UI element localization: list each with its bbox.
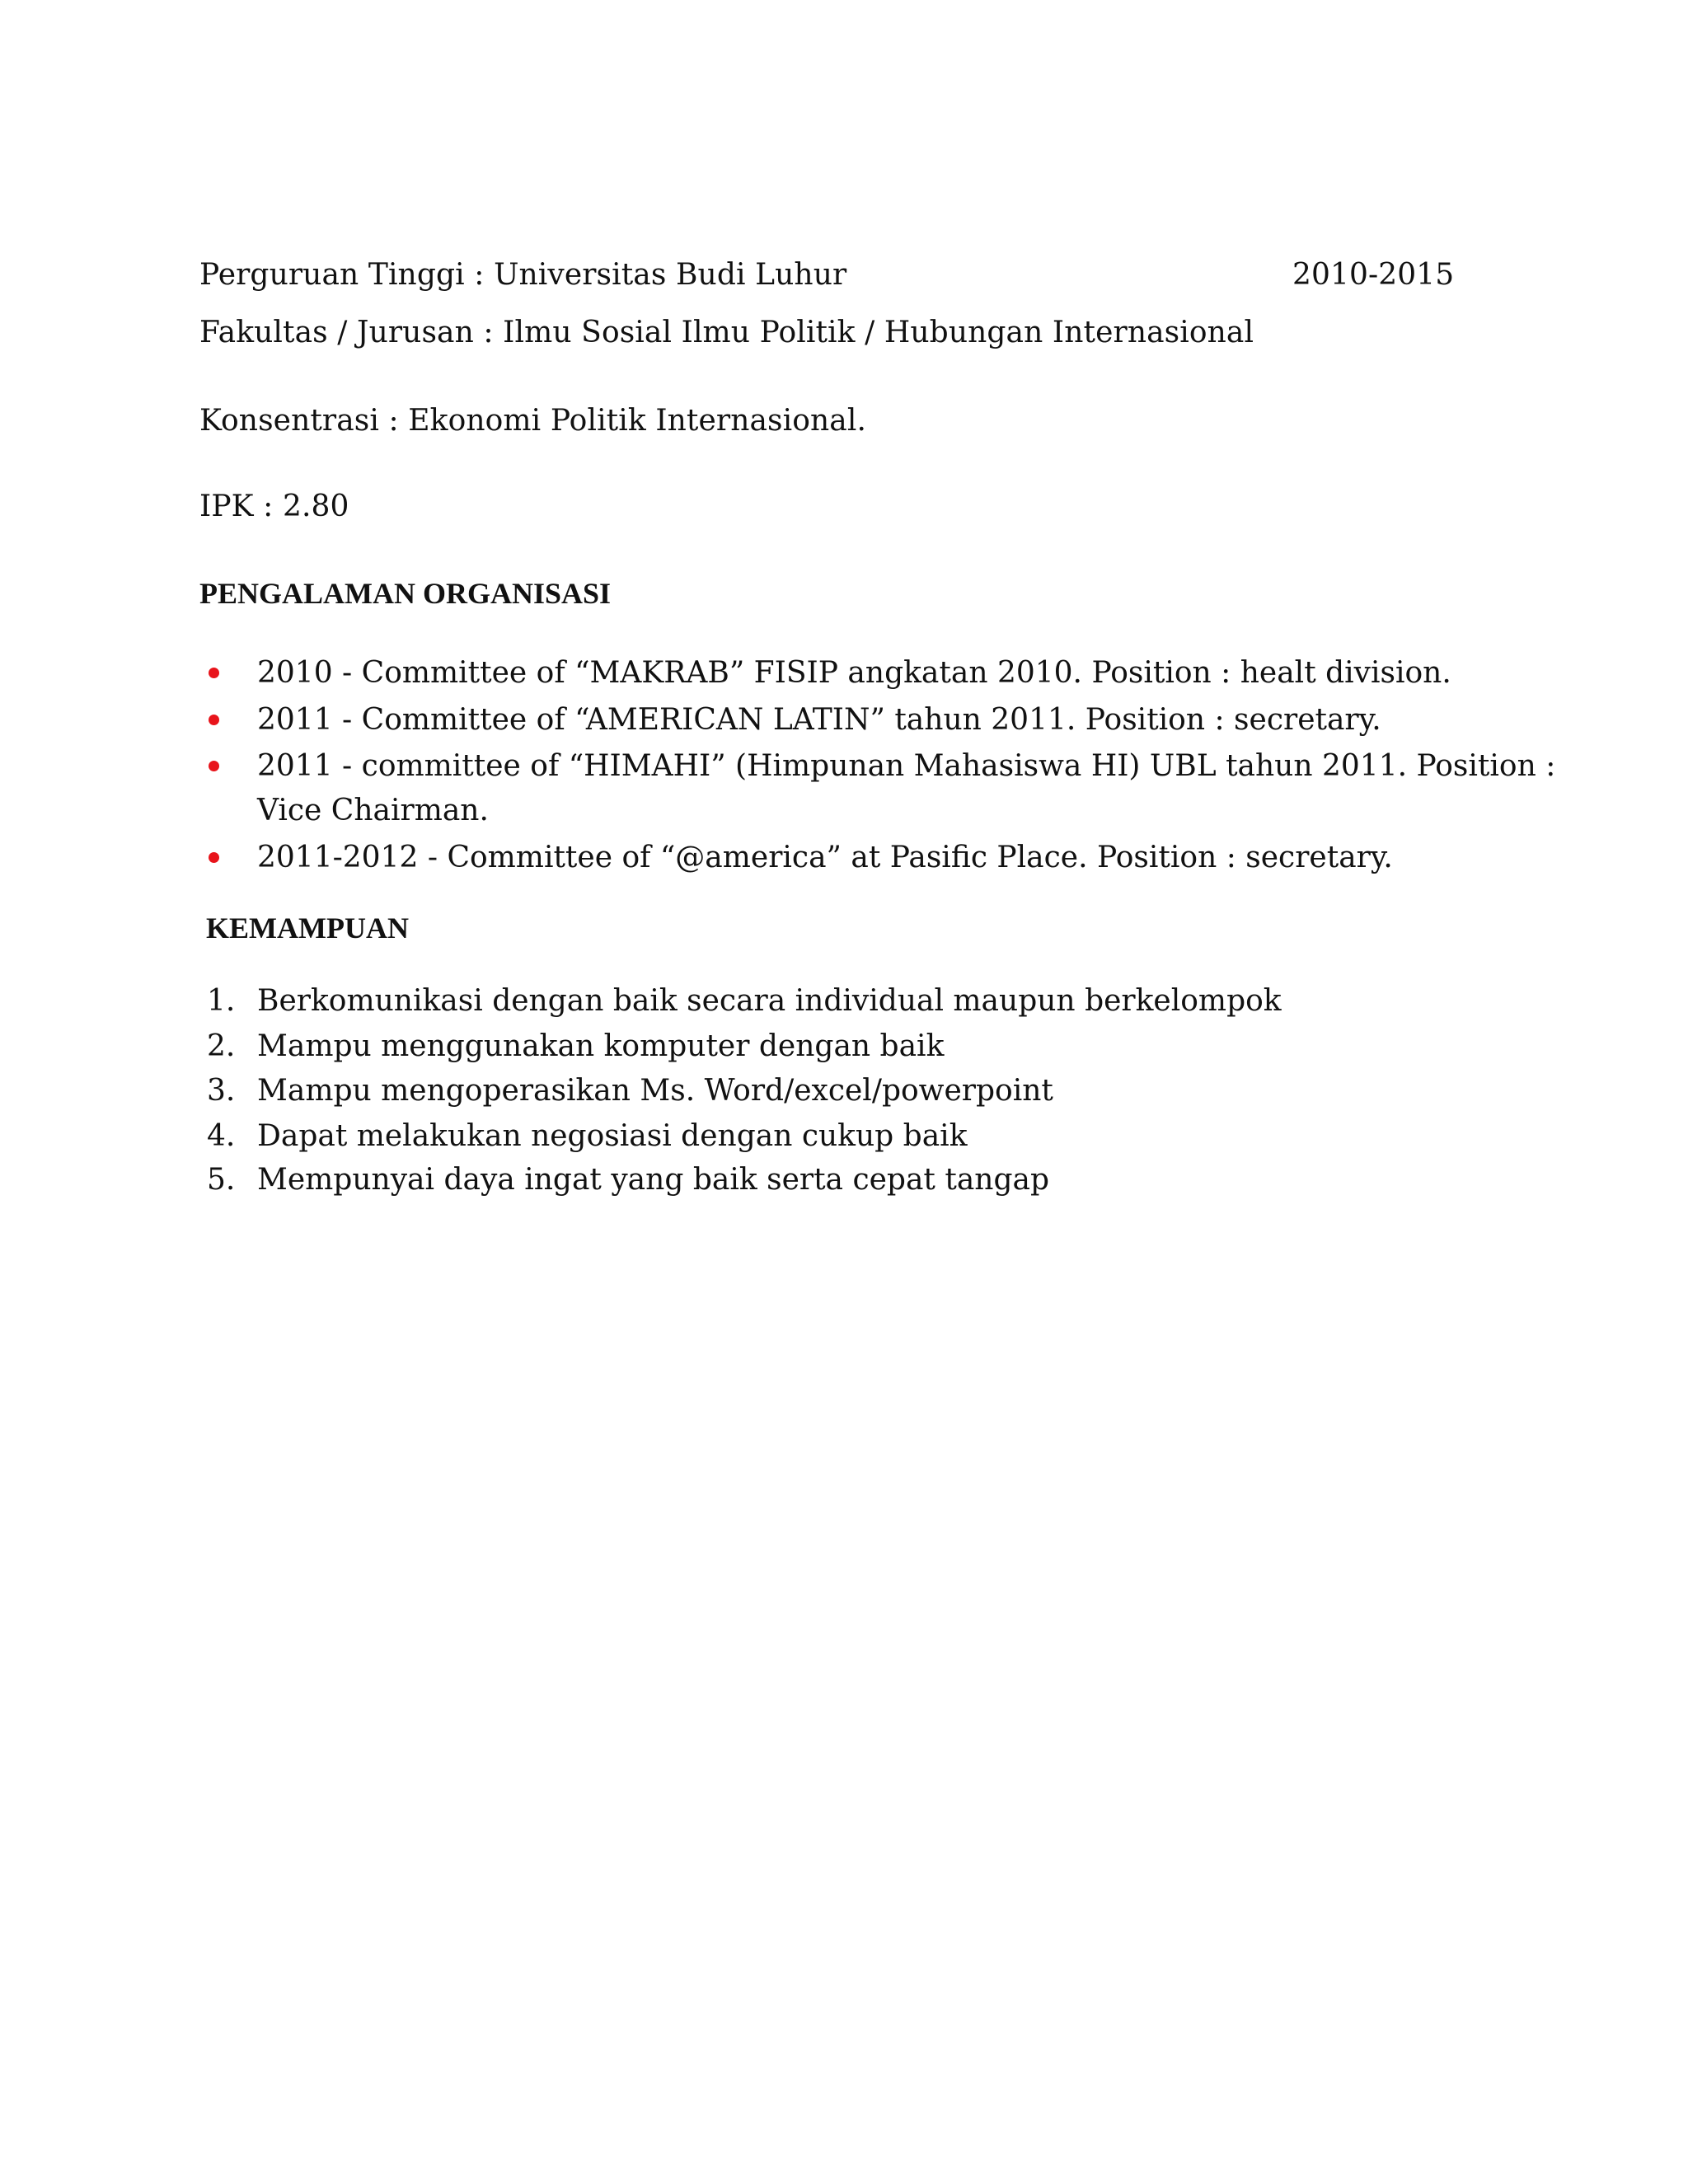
list-item-number: 2. bbox=[207, 1029, 236, 1063]
gpa-line: IPK : 2.80 bbox=[199, 490, 349, 523]
list-item-text: Dapat melakukan negosiasi dengan cukup baik bbox=[257, 1119, 968, 1153]
bullet-icon bbox=[209, 852, 219, 863]
bullet-icon bbox=[209, 715, 219, 725]
organization-heading: PENGALAMAN ORGANISASI bbox=[199, 577, 612, 610]
bullet-icon bbox=[209, 668, 219, 678]
list-item-number: 4. bbox=[207, 1119, 236, 1153]
list-item-text: Mampu menggunakan komputer dengan baik bbox=[257, 1029, 945, 1063]
bullet-icon bbox=[209, 761, 219, 771]
list-item-text: Mampu mengoperasikan Ms. Word/excel/powerpoint bbox=[257, 1074, 1053, 1108]
faculty-line: Fakultas / Jurusan : Ilmu Sosial Ilmu Politik / Hubungan Internasional bbox=[199, 316, 1254, 349]
concentration-line: Konsentrasi : Ekonomi Politik Internasional. bbox=[199, 404, 867, 438]
list-item-number: 5. bbox=[207, 1163, 236, 1197]
list-item-number: 3. bbox=[207, 1074, 236, 1108]
list-item-text: 2010 - Committee of “MAKRAB” FISIP angkatan 2010. Position : healt division. bbox=[257, 656, 1451, 690]
skills-heading: KEMAMPUAN bbox=[206, 912, 409, 944]
education-years: 2010-2015 bbox=[1292, 258, 1455, 292]
list-item-text: Mempunyai daya ingat yang baik serta cepat tangap bbox=[257, 1163, 1050, 1197]
list-item-continuation: Vice Chairman. bbox=[257, 794, 489, 827]
university-line: Perguruan Tinggi : Universitas Budi Luhur bbox=[199, 258, 847, 292]
list-item-text: 2011-2012 - Committee of “@america” at Pasific Place. Position : secretary. bbox=[257, 841, 1393, 874]
list-item-text: 2011 - committee of “HIMAHI” (Himpunan Mahasiswa HI) UBL tahun 2011. Position : bbox=[257, 749, 1556, 783]
list-item-number: 1. bbox=[207, 984, 236, 1018]
list-item-text: 2011 - Committee of “AMERICAN LATIN” tahun 2011. Position : secretary. bbox=[257, 703, 1381, 737]
list-item-text: Berkomunikasi dengan baik secara individual maupun berkelompok bbox=[257, 984, 1282, 1018]
